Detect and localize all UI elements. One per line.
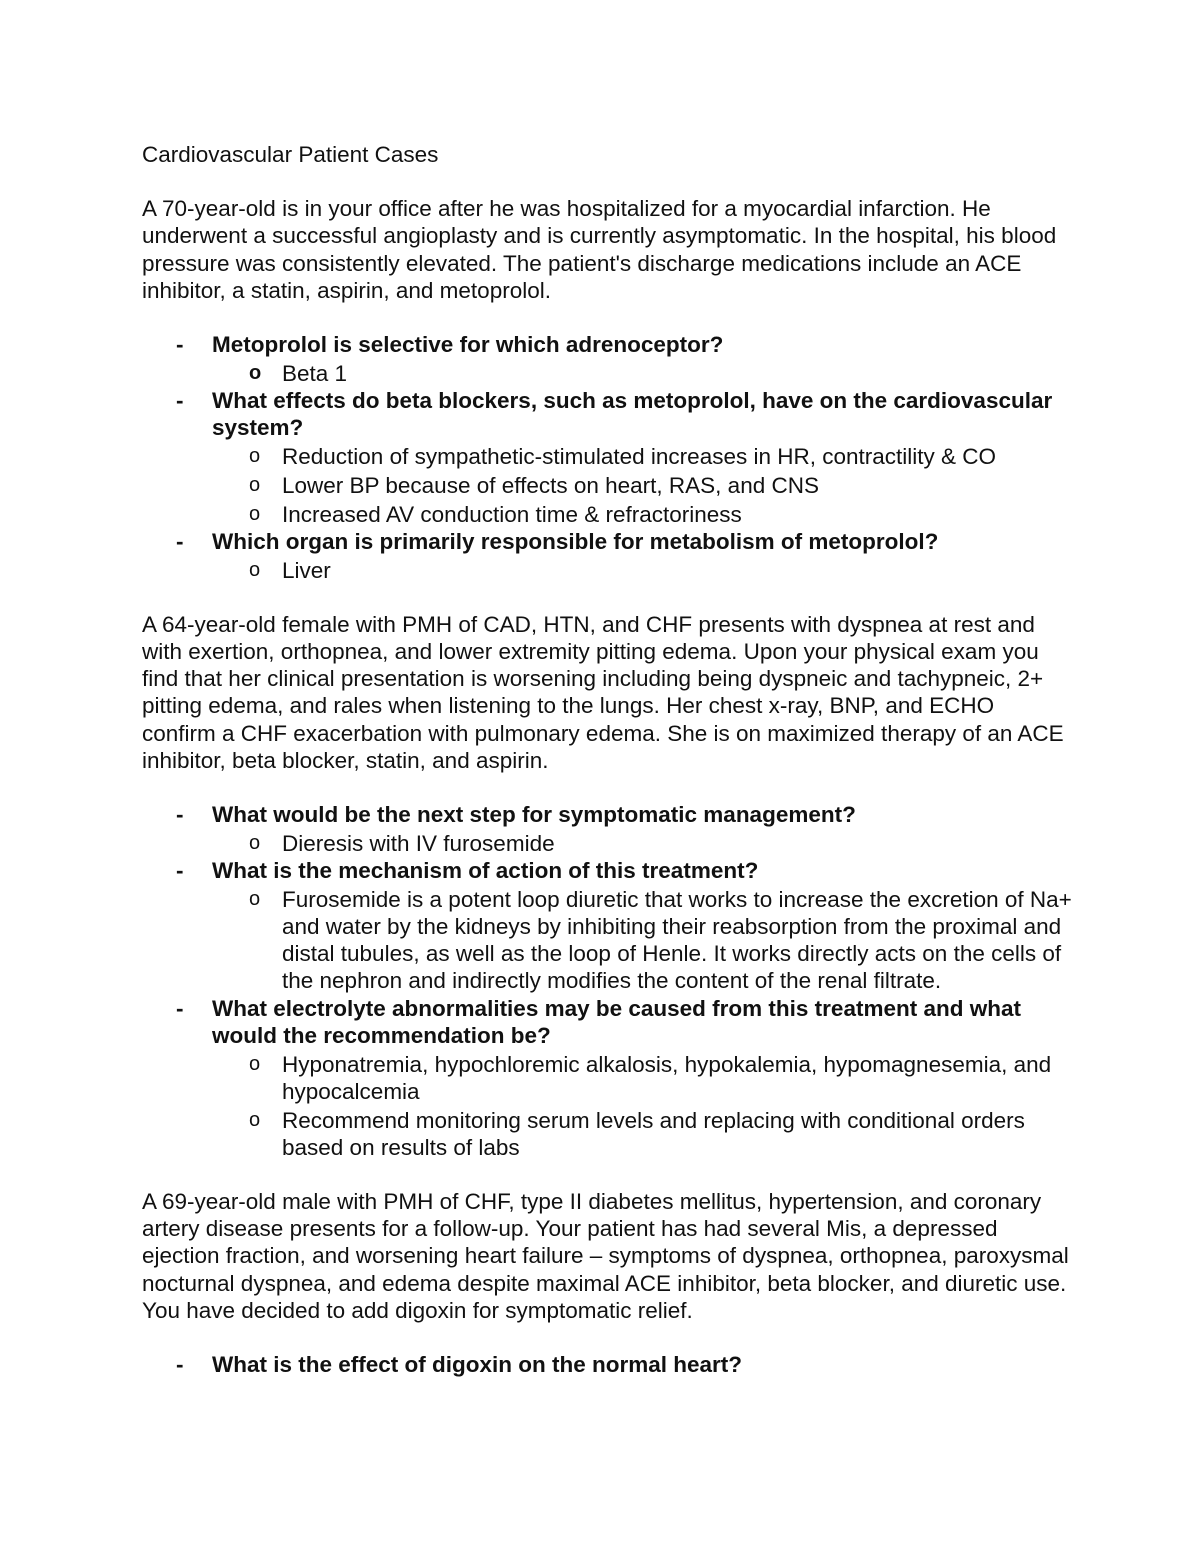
question-text: Metoprolol is selective for which adrenoceptor?	[212, 332, 724, 358]
circle-bullet-icon: o	[249, 887, 261, 910]
case-2-intro: A 64-year-old female with PMH of CAD, HTN, and CHF presents with dyspnea at rest and with exertion, orthopnea, and lower extremity pitting edema. Upon your physical exam you find that her clinical presentation is worsening including being dyspneic and tachypneic, 2+ pitting edema, and rales when listening to the lungs. Her chest x-ray, BNP, and ECHO confirm a CHF exacerbation with pulmonary edema. She is on maximized therapy of an ACE inhibitor, beta blocker, statin, and aspirin.	[142, 611, 1064, 773]
answer-text: Increased AV conduction time & refractoriness	[282, 501, 742, 527]
answer-list	[212, 443, 1072, 528]
question-item	[142, 801, 1072, 857]
answer-item	[212, 360, 1072, 387]
circle-bullet-icon: o	[249, 502, 261, 525]
answer-text: Reduction of sympathetic-stimulated increases in HR, contractility & CO	[282, 444, 997, 470]
dash-bullet-icon: -	[176, 388, 184, 414]
question-text: Which organ is primarily responsible for metabolism of metoprolol?	[212, 528, 939, 554]
answer-item	[212, 443, 1072, 470]
document-content	[142, 141, 1072, 1405]
answer-list	[212, 557, 1072, 584]
document-title: Cardiovascular Patient Cases	[142, 142, 439, 167]
answer-list	[212, 1051, 1072, 1161]
case-3-questions	[142, 1351, 1072, 1378]
answer-text: Recommend monitoring serum levels and replacing with conditional orders based on results of labs	[282, 1107, 1025, 1160]
question-text: What is the effect of digoxin on the normal heart?	[212, 1352, 743, 1378]
answer-item	[212, 1107, 1072, 1161]
dash-bullet-icon: -	[176, 528, 184, 554]
answer-item	[212, 472, 1072, 499]
answer-list	[212, 360, 1072, 387]
answer-text: Furosemide is a potent loop diuretic that works to increase the excretion of Na+ and water by the kidneys by inhibiting their reabsorption from the proximal and distal tubules, as well as the loop of Henle. It works directly acts on the cells of the nephron and indirectly modifies the content of the renal filtrate.	[282, 886, 1072, 994]
answer-text: Hyponatremia, hypochloremic alkalosis, hypokalemia, hypomagnesemia, and hypocalcemia	[282, 1051, 1052, 1104]
answer-item	[212, 1051, 1072, 1105]
case-1-questions	[142, 331, 1072, 584]
question-item	[142, 995, 1072, 1161]
answer-text: Beta 1	[282, 360, 348, 386]
question-text: What would be the next step for symptomatic management?	[212, 802, 856, 828]
case-1-intro: A 70-year-old is in your office after he was hospitalized for a myocardial infarction. He underwent a successful angioplasty and is currently asymptomatic. In the hospital, his blood pressure was consistently elevated. The patient's discharge medications include an ACE inhibitor, a statin, aspirin, and metoprolol.	[142, 196, 1057, 303]
answer-text: Liver	[282, 557, 331, 583]
question-text: What electrolyte abnormalities may be caused from this treatment and what would the recommendation be?	[212, 995, 1021, 1048]
question-item	[142, 857, 1072, 995]
answer-text: Lower BP because of effects on heart, RAS, and CNS	[282, 472, 819, 498]
question-item	[142, 331, 1072, 387]
answer-list	[212, 886, 1072, 995]
circle-bullet-icon: o	[249, 361, 262, 384]
dash-bullet-icon: -	[176, 995, 184, 1021]
case-2-questions	[142, 801, 1072, 1161]
question-item	[142, 387, 1072, 528]
circle-bullet-icon: o	[249, 473, 261, 496]
dash-bullet-icon: -	[176, 802, 184, 828]
dash-bullet-icon: -	[176, 858, 184, 884]
circle-bullet-icon: o	[249, 831, 261, 854]
answer-text: Dieresis with IV furosemide	[282, 830, 555, 856]
dash-bullet-icon: -	[176, 1352, 184, 1378]
dash-bullet-icon: -	[176, 332, 184, 358]
answer-item	[212, 557, 1072, 584]
question-item	[142, 528, 1072, 584]
answer-list	[212, 830, 1072, 857]
answer-item	[212, 830, 1072, 857]
question-text: What effects do beta blockers, such as metoprolol, have on the cardiovascular system?	[212, 388, 1053, 441]
circle-bullet-icon: o	[249, 1108, 261, 1131]
question-item	[142, 1351, 1072, 1378]
answer-item	[212, 501, 1072, 528]
circle-bullet-icon: o	[249, 558, 261, 581]
case-3-intro: A 69-year-old male with PMH of CHF, type II diabetes mellitus, hypertension, and coronary artery disease presents for a follow-up. Your patient has had several Mis, a depressed ejection fraction, and worsening heart failure – symptoms of dyspnea, orthopnea, paroxysmal nocturnal dyspnea, and edema despite maximal ACE inhibitor, beta blocker, and diuretic use. You have decided to add digoxin for symptomatic relief.	[142, 1189, 1069, 1323]
circle-bullet-icon: o	[249, 1052, 261, 1075]
answer-item	[212, 886, 1072, 995]
question-text: What is the mechanism of action of this treatment?	[212, 858, 759, 884]
circle-bullet-icon: o	[249, 445, 261, 468]
